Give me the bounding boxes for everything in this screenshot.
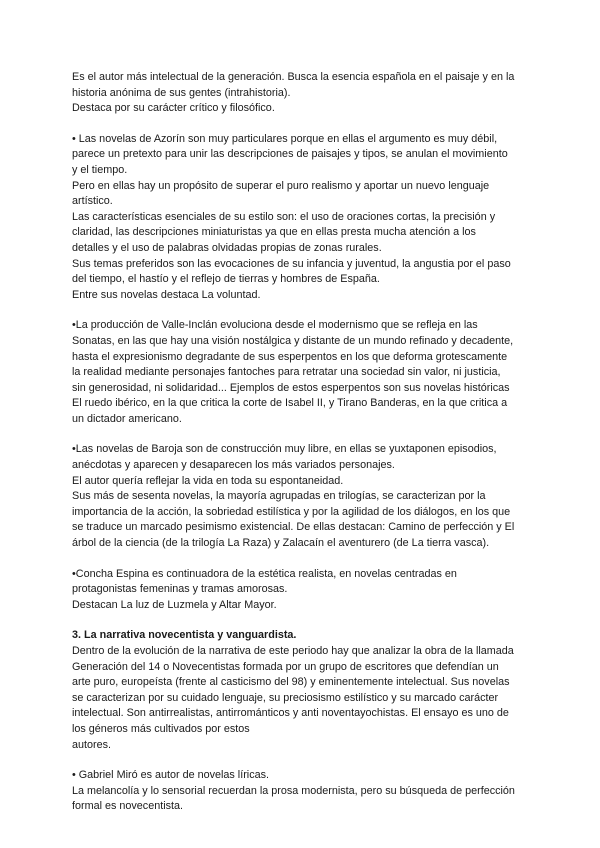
text-line: El autor quería reflejar la vida en toda su espontaneidad. [72, 474, 344, 487]
text-line: •Las novelas de Baroja son de construcción muy libre, en ellas se yuxtaponen episodios, [72, 443, 497, 456]
text-line: sin generosidad, ni solidaridad... Ejemplos de estos esperpentos son sus novelas históricas [72, 381, 510, 394]
text-line: un dictador americano. [72, 412, 182, 425]
text-line: Las características esenciales de su estilo son: el uso de oraciones cortas, la precisión y [72, 210, 496, 223]
text-line: parece un pretexto para unir las descripciones de paisajes y tipos, se anulan el movimiento [72, 148, 508, 161]
text-line: los géneros más cultivados por estos [72, 722, 250, 735]
text-line: Dentro de la evolución de la narrativa de este periodo hay que analizar la obra de la llamada [72, 645, 514, 657]
text-line: anécdotas y aparecen y desaparecen los más variados personajes. [72, 459, 395, 472]
text-line: arte puro, europeísta (frente al casticismo del 98) y eminentemente intelectual. Sus novelas [72, 676, 510, 689]
text-line: claridad, las descripciones miniaturistas ya que en ellas presta mucha atención a los [72, 226, 476, 239]
text-line: del tiempo, el hastío y el reflejo de tierras y hombres de España. [72, 273, 380, 286]
text-line: • Las novelas de Azorín son muy particulares porque en ellas el argumento es muy débil, [72, 132, 498, 145]
text-line: importancia de la acción, la sobriedad estilística y por la agilidad de los diálogos, en los que [72, 505, 511, 518]
paragraph-azorin [72, 132, 538, 304]
text-line: se traduce un marcado pesimismo existencial. De ellas destacan: Camino de perfección y El [72, 521, 515, 534]
text-line: formal es novecentista. [72, 800, 184, 813]
text-line: Generación del 14 o Novecentistas formada por un grupo de escritores que defendían un [72, 660, 499, 673]
text-line: protagonistas femeninas y tramas amorosas. [72, 583, 288, 596]
text-line: Sus más de sesenta novelas, la mayoría agrupadas en trilogías, se caracterizan por la [72, 490, 486, 503]
text-line: hasta el expresionismo degradante de sus esperpentos en los que deforma grotescamente [72, 350, 508, 363]
text-line: artístico. [72, 195, 113, 208]
paragraph-concha-espina [72, 567, 538, 614]
text-line: •Concha Espina es continuadora de la estética realista, en novelas centradas en [72, 567, 457, 580]
text-line: Entre sus novelas destaca La voluntad. [72, 288, 261, 301]
text-line: El ruedo ibérico, en la que critica la corte de Isabel II, y Tirano Banderas, en la que critica a [72, 397, 508, 410]
paragraph-baroja [72, 442, 538, 551]
section-heading: 3. La narrativa novecentista y vanguardista. [72, 629, 297, 642]
text-line: detalles y el uso de palabras olvidadas propias de zonas rurales. [72, 241, 382, 254]
text-line: Destacan La luz de Luzmela y Altar Mayor. [72, 598, 277, 611]
text-line: Es el autor más intelectual de la generación. Busca la esencia española en el paisaje y en la [72, 71, 515, 83]
text-line: Sonatas, en las que hay una visión nostálgica y distante de un mundo refinado y decadente, [72, 334, 514, 347]
paragraph-unamuno [72, 70, 538, 117]
text-line: la realidad mediante personajes fantoches para retratar una sociedad sin valor, ni justicia, [72, 366, 501, 379]
paragraph-novecentismo [72, 644, 538, 753]
text-line: Destaca por su carácter crítico y filosófico. [72, 102, 275, 115]
text-line: se caracterizan por su cuidado lenguaje, su preciosismo estilístico y su marcado carácter [72, 691, 499, 704]
document-body [72, 70, 538, 815]
text-line: árbol de la ciencia (de la trilogía La Raza) y Zalacaín el aventurero (de La tierra vasca). [72, 537, 490, 550]
paragraph-gabriel-miro [72, 768, 538, 815]
text-line: • Gabriel Miró es autor de novelas líricas. [72, 769, 270, 782]
text-line: Sus temas preferidos son las evocaciones de su infancia y juventud, la angustia por el paso [72, 257, 511, 270]
text-line: autores. [72, 738, 112, 751]
text-line: •La producción de Valle-Inclán evoluciona desde el modernismo que se refleja en las [72, 319, 478, 332]
text-line: historia anónima de sus gentes (intrahistoria). [72, 86, 291, 99]
text-line: La melancolía y lo sensorial recuerdan la prosa modernista, pero su búsqueda de perfección [72, 784, 515, 797]
paragraph-valle-inclan [72, 318, 538, 427]
text-line: Pero en ellas hay un propósito de superar el puro realismo y aportar un nuevo lenguaje [72, 179, 490, 192]
text-line: intelectual. Son antirrealistas, antirrománticos y anti noventayochistas. El ensayo es uno de [72, 707, 509, 720]
text-line: y el tiempo. [72, 163, 128, 176]
